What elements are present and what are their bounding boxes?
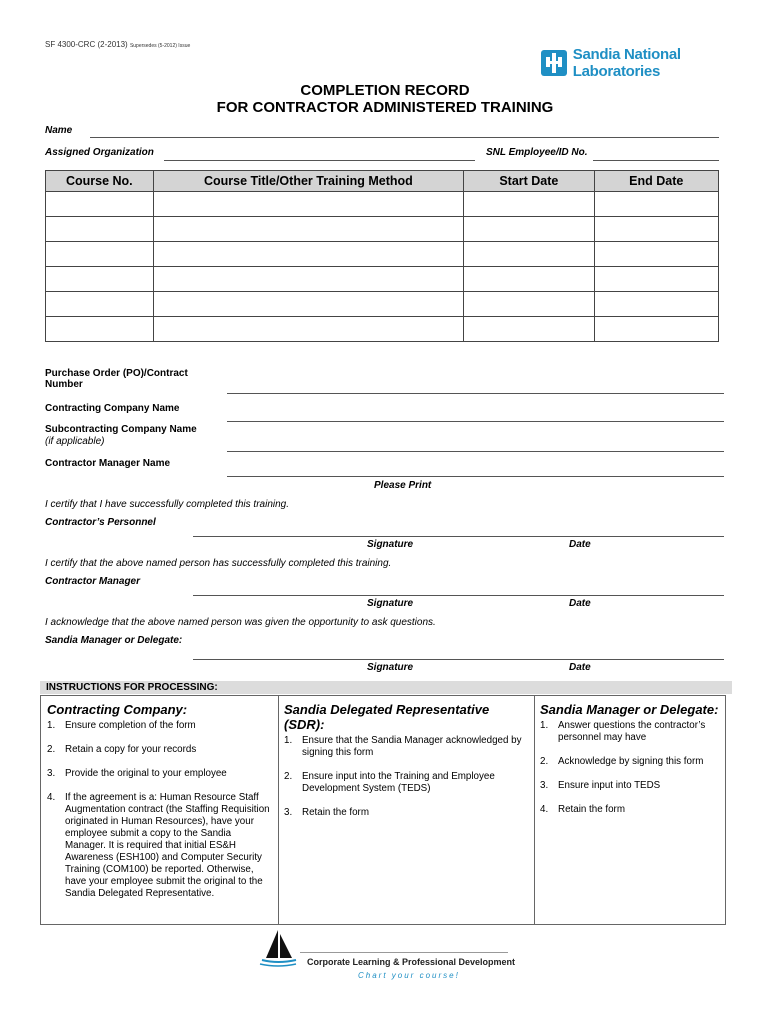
table-cell[interactable] [153, 242, 464, 267]
list-item-text: Answer questions the contractor’s personnel may have [558, 720, 706, 743]
cert-statement-manager: I certify that the above named person has successfully completed this training. [45, 558, 392, 569]
list-item: 1. Answer questions the contractor’s personnel may have [540, 720, 719, 744]
table-cell[interactable] [594, 217, 718, 242]
cert-statement-sandia: I acknowledge that the above named person was given the opportunity to ask questions. [45, 617, 436, 628]
instructions-sdr [278, 696, 535, 924]
table-row [46, 242, 719, 267]
instructions-contracting-company [41, 696, 279, 924]
table-row [46, 267, 719, 292]
footer-tagline: Chart your course! [358, 971, 460, 980]
company-label: Contracting Company Name [45, 403, 180, 414]
assigned-org-field[interactable] [164, 160, 475, 161]
table-cell[interactable] [153, 192, 464, 217]
list-item: 3. Retain the form [284, 807, 369, 818]
table-cell[interactable] [46, 242, 154, 267]
table-cell[interactable] [153, 217, 464, 242]
list-item: 4. Retain the form [540, 804, 625, 815]
table-cell[interactable] [594, 242, 718, 267]
name-label: Name [45, 125, 73, 136]
footer-department: Corporate Learning & Professional Development [307, 957, 516, 967]
page-title: COMPLETION RECORD [300, 82, 470, 99]
thunderbird-icon [541, 50, 567, 76]
list-item: 4. If the agreement is a: Human Resource Staff Augmentation contract (the Staffing Requisition originated in Human Resources), have your employee submit a copy to the Sandia Manager. It is required that initial ES&H Awareness (ESH100) and Computer Security Training (COM100) be reported. Otherwise, have your employee submit the original to the Sandia Delegated Representative. [47, 792, 272, 900]
po-label: Purchase Order (PO)/Contract Number [45, 368, 188, 390]
sailboat-icon [258, 928, 298, 968]
list-item-text: If the agreement is a: Human Resource Staff Augmentation contract (the Staffing Requisition originated in Human Resources), have your employee submit a copy to the Sandia Manager. It is required that initial ES&H Awareness (ESH100) and Computer Security Training (COM100) be reported. Otherwise, have your employee submit the original to the Sandia Delegated Representative. [65, 792, 270, 899]
date-label: Date [569, 539, 591, 550]
if-applicable-note: (if applicable) [45, 436, 105, 447]
assigned-org-label: Assigned Organization [45, 147, 154, 158]
instructions-heading: INSTRUCTIONS FOR PROCESSING: [40, 681, 732, 694]
table-cell[interactable] [464, 267, 594, 292]
table-cell[interactable] [153, 317, 464, 342]
po-field[interactable] [227, 393, 724, 394]
page-subtitle: FOR CONTRACTOR ADMINISTERED TRAINING [216, 99, 554, 116]
table-cell[interactable] [594, 317, 718, 342]
sandia-logo [541, 46, 770, 80]
subcontract-label: Subcontracting Company Name [45, 424, 197, 435]
list-item-text: Acknowledge by signing this form [558, 756, 704, 767]
table-cell[interactable] [464, 192, 594, 217]
list-item: 3. Ensure input into TEDS [540, 780, 661, 791]
list-item: 3. Provide the original to your employee [47, 768, 227, 779]
col-course-no: Course No. [46, 171, 154, 192]
logo-text: Sandia National Laboratories [572, 46, 681, 80]
table-header-row [46, 171, 719, 192]
manager-name-label: Contractor Manager Name [45, 458, 171, 469]
list-item: 1. Ensure that the Sandia Manager acknowledged by signing this form [284, 735, 528, 759]
snl-id-label: SNL Employee/ID No. [486, 147, 588, 158]
manager-name-field[interactable] [227, 476, 724, 477]
column-title: Sandia Delegated Representative (SDR): [284, 702, 490, 732]
table-row [46, 217, 719, 242]
list-item-text: Provide the original to your employee [65, 768, 227, 779]
footer-divider [300, 952, 508, 953]
list-item: 2. Ensure input into the Training and Employee Development System (TEDS) [284, 771, 528, 795]
subcontract-field[interactable] [227, 451, 724, 452]
col-start-date: Start Date [464, 171, 594, 192]
table-row [46, 192, 719, 217]
instruction-list [278, 735, 534, 819]
list-item-text: Retain the form [558, 804, 625, 815]
signature-label: Signature [367, 598, 414, 609]
form-id [45, 40, 190, 49]
instructions-box [40, 695, 726, 925]
column-title: Contracting Company: [47, 702, 188, 717]
form-number: SF 4300-CRC (2-2013) [45, 40, 128, 49]
column-title: Sandia Manager or Delegate: [540, 702, 719, 717]
cert-role-manager: Contractor Manager [45, 576, 141, 587]
please-print-note: Please Print [374, 480, 432, 491]
instruction-list [41, 720, 278, 900]
list-item-text: Ensure input into TEDS [558, 780, 661, 791]
list-item: 2. Acknowledge by signing this form [540, 756, 704, 767]
cert-role-sandia: Sandia Manager or Delegate: [45, 635, 183, 646]
table-cell[interactable] [153, 267, 464, 292]
instructions-sandia-manager [534, 696, 725, 924]
table-cell[interactable] [46, 217, 154, 242]
table-row [46, 317, 719, 342]
cert-role-personnel: Contractor’s Personnel [45, 517, 156, 528]
sandia-signature-field[interactable] [193, 659, 724, 660]
course-table [45, 170, 719, 342]
col-course-title: Course Title/Other Training Method [153, 171, 464, 192]
table-cell[interactable] [464, 217, 594, 242]
list-item-text: Ensure input into the Training and Employee Development System (TEDS) [302, 771, 495, 794]
list-item-text: Ensure that the Sandia Manager acknowledged by signing this form [302, 735, 522, 758]
table-cell[interactable] [464, 317, 594, 342]
manager-signature-field[interactable] [193, 595, 724, 596]
list-item: 2. Retain a copy for your records [47, 744, 197, 755]
table-cell[interactable] [46, 317, 154, 342]
table-cell[interactable] [46, 292, 154, 317]
table-cell[interactable] [594, 292, 718, 317]
company-field[interactable] [227, 421, 724, 422]
table-cell[interactable] [464, 292, 594, 317]
signature-label: Signature [367, 539, 414, 550]
col-end-date: End Date [594, 171, 718, 192]
signature-label: Signature [367, 662, 414, 673]
supersedes-note: Supersedes (5-2012) Issue [129, 43, 191, 49]
cert-statement-personnel: I certify that I have successfully completed this training. [45, 499, 289, 510]
table-cell[interactable] [46, 192, 154, 217]
date-label: Date [569, 662, 591, 673]
date-label: Date [569, 598, 591, 609]
table-cell[interactable] [153, 292, 464, 317]
name-field[interactable] [90, 137, 719, 138]
table-row [46, 292, 719, 317]
table-cell[interactable] [464, 242, 594, 267]
table-cell[interactable] [46, 267, 154, 292]
snl-id-field[interactable] [593, 160, 719, 161]
table-cell[interactable] [594, 192, 718, 217]
list-item: 1. Ensure completion of the form [47, 720, 196, 731]
instruction-list [534, 720, 725, 816]
list-item-text: Ensure completion of the form [65, 720, 196, 731]
list-item-text: Retain a copy for your records [65, 744, 197, 755]
table-cell[interactable] [594, 267, 718, 292]
personnel-signature-field[interactable] [193, 536, 724, 537]
list-item-text: Retain the form [302, 807, 369, 818]
